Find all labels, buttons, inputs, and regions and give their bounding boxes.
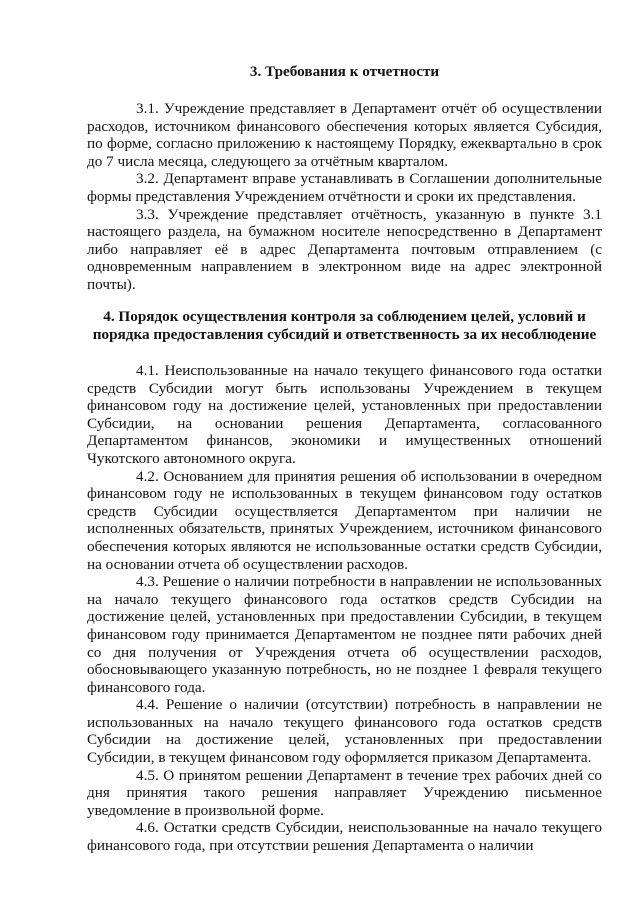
paragraph-3-1: 3.1. Учреждение представляет в Департамент отчёт об осуществлении расходов, источником финансового обеспечения которых является Субсидия, по форме, согласно приложению к настоящему Порядку, ежеквартально в срок до 7 числа месяца, следующего за отчётным кварталом. — [87, 100, 602, 170]
paragraph-3-3: 3.3. Учреждение представляет отчётность, указанную в пункте 3.1 настоящего раздела, на бумажном носителе непосредственно в Департамент либо направляет её в адрес Департамента почтовым отправлением (с одновременным направлением в электронном виде на адрес электронной почты). — [87, 205, 602, 293]
paragraph-4-3: 4.3. Решение о наличии потребности в направлении не использованных на начало текущего финансового года остатков средств Субсидии на достижение целей, установленных при предоставлении Субсидии, в текущем финансовом году принимается Департаментом не позднее пяти рабочих дней со дня получения от Учреждения отчета об осуществлении расходов, обосновывающего указанную потребность, но не позднее 1 февраля текущего финансового года. — [87, 573, 602, 696]
section-4-heading-line-2: порядка предоставления субсидий и ответственность за их несоблюдение — [92, 326, 597, 343]
section-3-heading: 3. Требования к отчетности — [249, 63, 440, 80]
section-4-heading-line-1: 4. Порядок осуществления контроля за соблюдением целей, условий и — [103, 308, 586, 325]
paragraph-4-6: 4.6. Остатки средств Субсидии, неиспользованные на начало текущего финансового года, при отсутствии решения Департамента о наличии — [87, 819, 602, 855]
paragraph-4-2: 4.2. Основанием для принятия решения об использовании в очередном финансовом году не использованных в текущем финансовом году остатков средств Субсидии осуществляется Департаментом при наличии не исполненных обязательств, принятых Учреждением, источником финансового обеспечения которых являются не использованные остатки средств Субсидии, на основании отчета об осуществлении расходов. — [87, 467, 602, 573]
paragraph-4-5: 4.5. О принятом решении Департамент в течение трех рабочих дней со дня принятия такого решения направляет Учреждению письменное уведомление в произвольной форме. — [87, 766, 602, 819]
section-4-paragraphs — [87, 362, 602, 855]
section-4-heading — [87, 308, 602, 344]
section-3-paragraphs — [87, 100, 602, 294]
paragraph-4-1: 4.1. Неиспользованные на начало текущего финансового года остатки средств Субсидии могут быть использованы Учреждением в текущем финансовом году на достижение целей, установленных при предоставлении Субсидии, на основании решения Департамента, согласованного Департаментом финансов, экономики и имущественных отношений Чукотского автономного округа. — [87, 362, 602, 467]
paragraph-3-2: 3.2. Департамент вправе устанавливать в Соглашении дополнительные формы представления Учреждением отчётности и сроки их представления. — [87, 170, 602, 205]
paragraph-4-4: 4.4. Решение о наличии (отсутствии) потребность в направлении не использованных на начало текущего финансового года остатков средств Субсидии на достижение целей, установленных при предоставлении Субсидии, в текущем финансовом году оформляется приказом Департамента. — [87, 696, 602, 767]
